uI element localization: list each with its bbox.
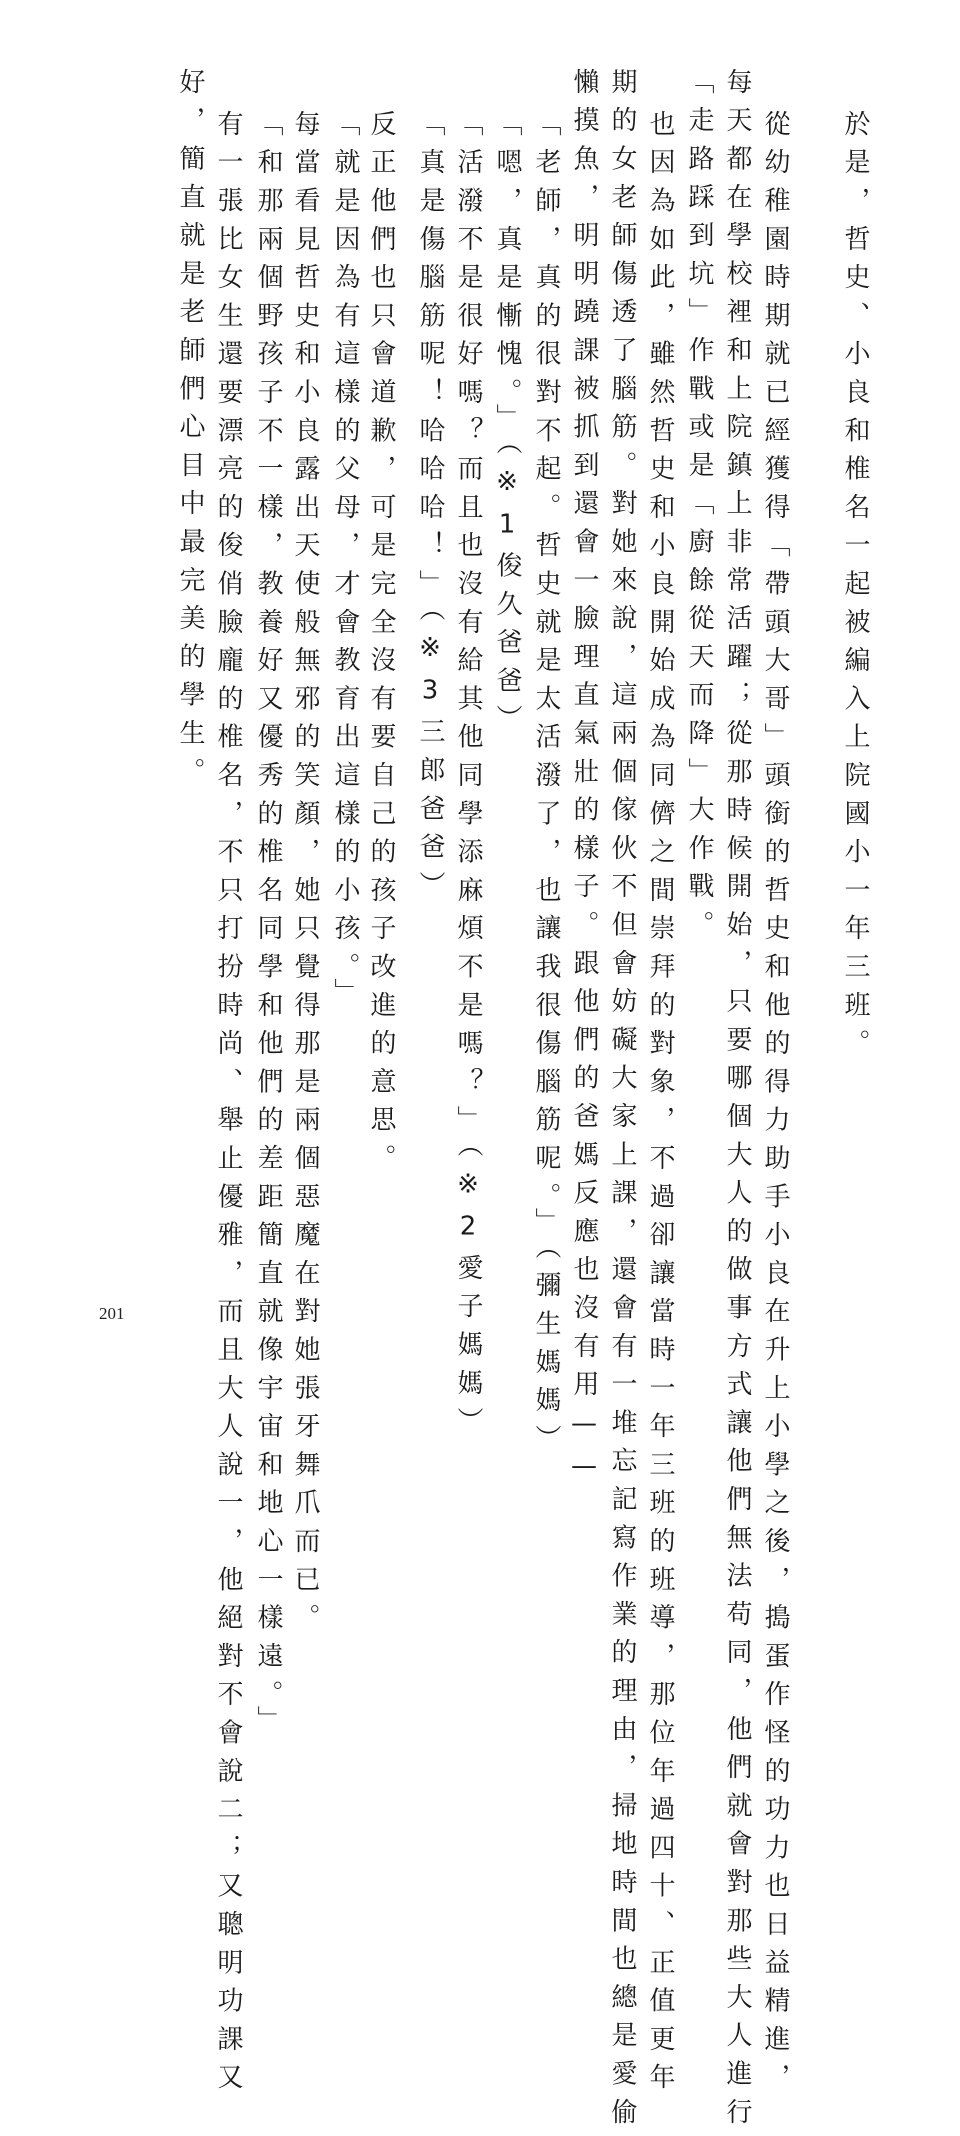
- text-column-4: 也因為如此，雖然哲史和小良開始成為同儕之間崇拜的對象，不過卻讓當時一年三班的班導，那位年過四十、正值更年: [645, 110, 675, 2102]
- text-column-16: 好，簡直就是老師們心目中最完美的學生。: [175, 68, 205, 796]
- text-column-14: 「和那兩個野孩子不一樣，教養好又優秀的椎名同學和他們的差距簡直就像宇宙和地心一樣遠。」: [253, 110, 283, 1744]
- dialogue-column-aiko-mama: 「活潑不是很好嗎？而且也沒有給其他同學添麻煩不是嗎？」（※2愛子媽媽）: [453, 110, 483, 1446]
- text-column-6: 懶摸魚，明明蹺課被抓到還會一臉理直氣壯的樣子。跟他們的爸媽反應也沒有用——: [569, 68, 599, 1494]
- text-column-title: 於是，哲史、小良和椎名一起被編入上院國小一年三班。: [840, 110, 870, 1068]
- text-column-12: 「就是因為有這樣的父母，才會教育出這樣的小孩。」: [330, 110, 360, 1017]
- text-column-15: 有一張比女生還要漂亮的俊俏臉龐的椎名，不只打扮時尚、舉止優雅，而且大人說一，他絕對不會說二；又聰明功課又: [213, 110, 243, 2102]
- dialogue-column-toshihisa-papa: 「嗯，真是慚愧。」（※1俊久爸爸）: [492, 110, 522, 744]
- dialogue-column-saburo-papa: 「真是傷腦筋呢！哈哈哈！」（※3三郎爸爸）: [415, 110, 445, 910]
- text-column-13: 每當看見哲史和小良露出天使般無邪的笑顏，她只覺得那是兩個惡魔在對她張牙舞爪而已。: [290, 110, 320, 1642]
- text-column-2: 每天都在學校裡和上院鎮上非常活躍；從那時候開始，只要哪個大人的做事方式讓他們無法苟同，他們就會對那些大人進行: [722, 68, 752, 2136]
- text-column-3: 「走路踩到坑」作戰或是「廚餘從天而降」大作戰。: [684, 68, 714, 949]
- page-number: 201: [99, 1304, 125, 1323]
- text-column-11: 反正他們也只會道歉，可是完全沒有要自己的孩子改進的意思。: [366, 110, 396, 1183]
- text-column-1: 從幼稚園時期就已經獲得「帶頭大哥」頭銜的哲史和他的得力助手小良在升上小學之後，搗蛋作怪的功力也日益精進，: [760, 110, 790, 2102]
- dialogue-column-yayoi-mama: 「老師，真的很對不起。哲史就是太活潑了，也讓我很傷腦筋呢。」（彌生媽媽）: [531, 110, 561, 1463]
- text-column-5: 期的女老師傷透了腦筋。對她來說，這兩個傢伙不但會妨礙大家上課，還會有一堆忘記寫作業的理由，掃地時間也總是愛偷: [607, 68, 637, 2136]
